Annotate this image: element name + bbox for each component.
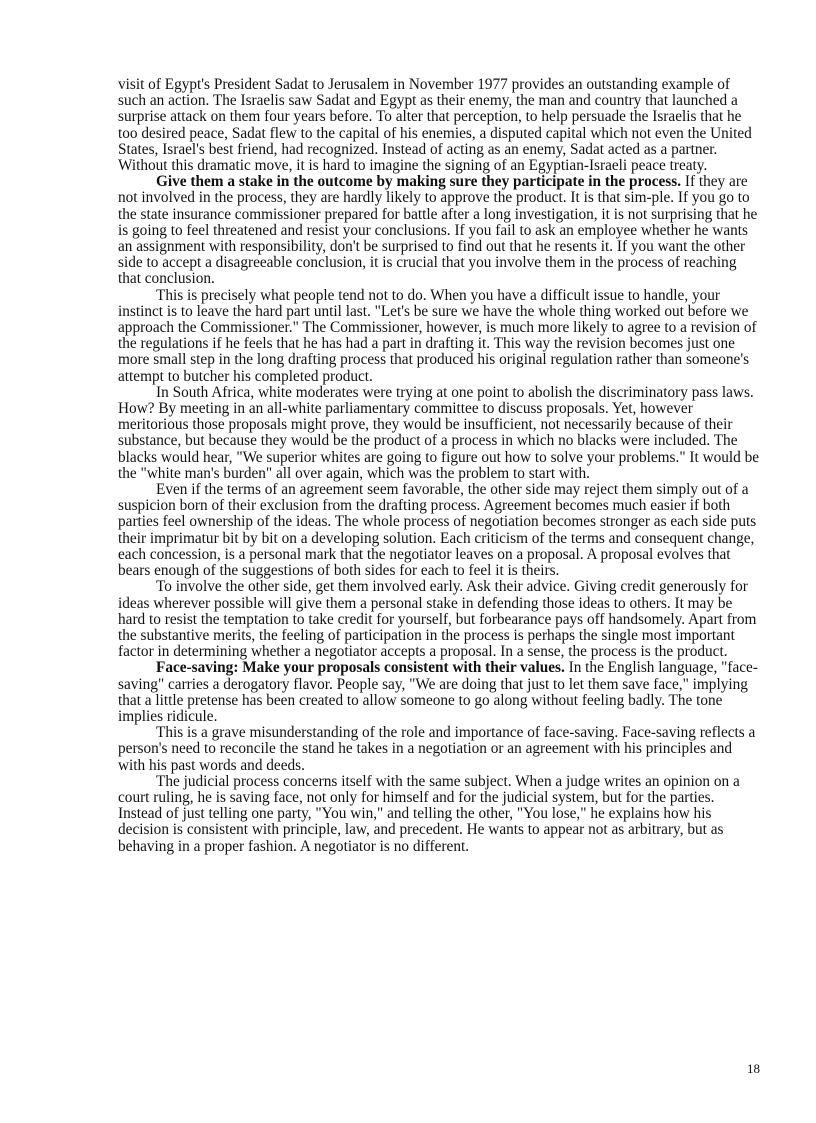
paragraph-4 [118, 385, 760, 482]
paragraph-text: This is a grave misunderstanding of the role and importance of face-saving. Face-saving reflects a person's need to reconcile the stand he takes in a negotiation or an agreement with his principles and with his past words and deeds. [118, 724, 756, 774]
document-body [118, 77, 760, 855]
page-number: 18 [747, 1061, 760, 1076]
paragraph-1 [118, 77, 760, 174]
paragraph-9 [118, 774, 760, 855]
paragraph-2 [118, 174, 760, 287]
paragraph-6 [118, 579, 760, 660]
paragraph-text: To involve the other side, get them involved early. Ask their advice. Giving credit generously for ideas wherever possible will give them a personal stake in defending those ideas to others. It may be hard to resist the temptation to take credit for yourself, but forbearance pays off handsomely. Apart from the substantive merits, the feeling of participation in the process is perhaps the single most important factor in determining whether a negotiator accepts a proposal. In a sense, the process is the product. [118, 578, 757, 661]
paragraph-text: If they are not involved in the process, they are hardly likely to approve the product. It is that sim-ple. If you go to the state insurance commissioner prepared for battle after a long investigation, it is not surprising that he is going to feel threatened and resist your conclusions. If you fail to ask an employee whether he wants an assignment with responsibility, don't be surprised to find out that he resents it. If you want the other side to accept a disagreeable conclusion, it is crucial that you involve them in the process of reaching that conclusion. [118, 173, 758, 288]
paragraph-5 [118, 482, 760, 579]
paragraph-text: In South Africa, white moderates were trying at one point to abolish the discriminatory pass laws. How? By meeting in an all-white parliamentary committee to discuss proposals. Yet, however meritorious those proposals might prove, they would be insufficient, not necessarily because of their substance, but because they would be the product of a process in which no blacks were included. The blacks would hear, "We superior whites are going to figure out how to solve your problems." It would be the "white man's burden" all over again, which was the problem to start with. [118, 383, 760, 482]
paragraph-heading: Give them a stake in the outcome by making sure they participate in the process. [156, 173, 682, 191]
paragraph-text: This is precisely what people tend not to do. When you have a difficult issue to handle, your instinct is to leave the hard part until last. "Let's be sure we have the whole thing worked out before we approach the Commissioner." The Commissioner, however, is much more likely to agree to a revision of the regulations if he feels that he has had a part in drafting it. This way the revision becomes just one more small step in the long drafting process that produced his original regulation rather than someone's attempt to butcher his completed product. [118, 286, 757, 385]
paragraph-text: In the English language, "face-saving" carries a derogatory flavor. People say, "We are doing that just to let them save face," implying that a little pretense has been created to allow someone to go along without feeling badly. The tone implies ridicule. [118, 659, 758, 725]
paragraph-7 [118, 660, 760, 725]
paragraph-3 [118, 288, 760, 385]
paragraph-text: visit of Egypt's President Sadat to Jerusalem in November 1977 provides an outstanding example of such an action. The Israelis saw Sadat and Egypt as their enemy, the man and country that launched a surprise attack on them four years before. To alter that perception, to help persuade the Israelis that he too desired peace, Sadat flew to the capital of his enemies, a disputed capital which not even the United States, Israel's best friend, had recognized. Instead of acting as an enemy, Sadat acted as a partner. Without this dramatic move, it is hard to imagine the signing of an Egyptian-Israeli peace treaty. [118, 76, 752, 175]
paragraph-text: The judicial process concerns itself with the same subject. When a judge writes an opinion on a court ruling, he is saving face, not only for himself and for the judicial system, but for the parties. Instead of just telling one party, "You win," and telling the other, "You lose," he explains how his decision is consistent with principle, law, and precedent. He wants to appear not as arbitrary, but as behaving in a proper fashion. A negotiator is no different. [118, 772, 740, 855]
paragraph-heading: Face-saving: Make your proposals consistent with their values. [156, 659, 565, 677]
paragraph-8 [118, 725, 760, 774]
paragraph-text: Even if the terms of an agreement seem favorable, the other side may reject them simply out of a suspicion born of their exclusion from the drafting process. Agreement becomes much easier if both parties feel ownership of the ideas. The whole process of negotiation becomes stronger as each side puts their imprimatur bit by bit on a developing solution. Each criticism of the terms and consequent change, each concession, is a personal mark that the negotiator leaves on a proposal. A proposal evolves that bears enough of the suggestions of both sides for each to feel it is theirs. [118, 481, 757, 580]
